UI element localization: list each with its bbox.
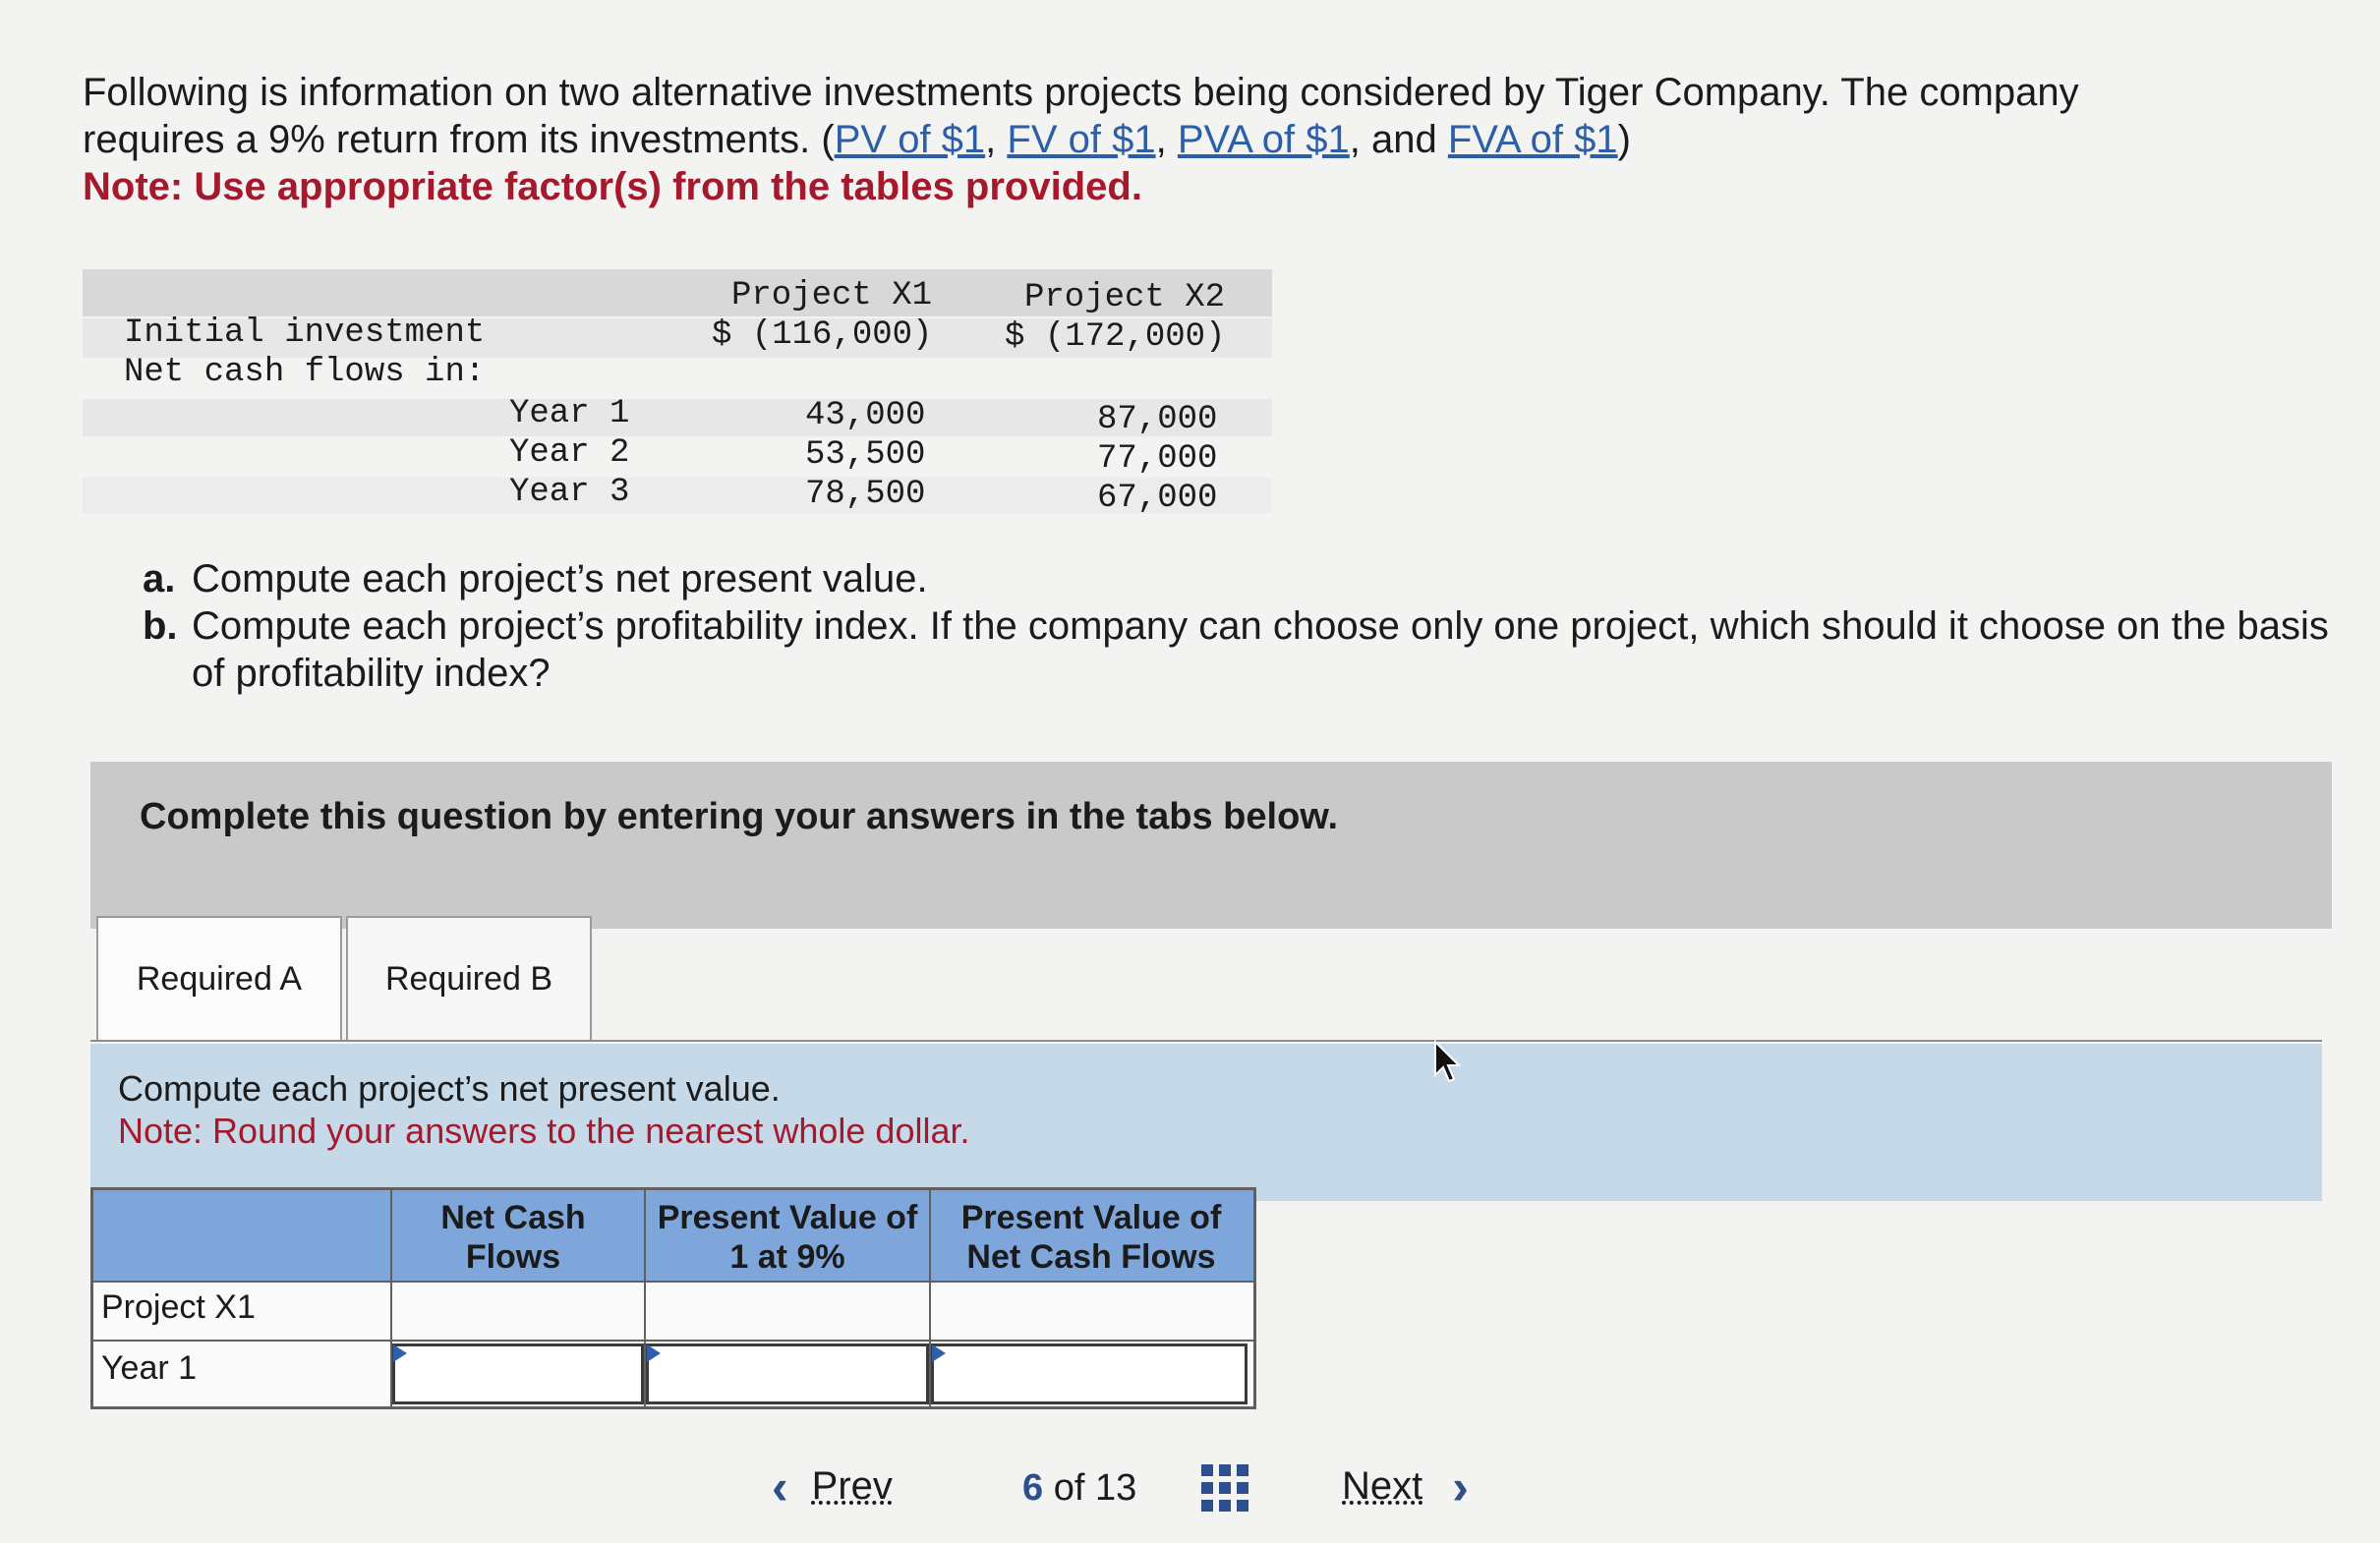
pv-link[interactable]: PV of $1 — [834, 118, 986, 161]
question-b-text: Compute each project’s profitability index. If the company can choose only one project, which should it choose on the basis of profitability index? — [192, 604, 2329, 695]
net-cash-flows-label: Net cash flows in: — [124, 354, 486, 391]
pager-of: of — [1053, 1467, 1085, 1509]
year-label: Year 2 — [509, 434, 630, 472]
net-cash-flows-input[interactable] — [392, 1343, 644, 1404]
data-table-row-band — [83, 478, 1272, 513]
initial-investment-x2: $ (172,000) — [1005, 318, 1226, 356]
next-button[interactable] — [1342, 1458, 1469, 1514]
row-divider — [93, 1340, 1253, 1342]
chevron-left-icon: ‹ — [772, 1458, 788, 1514]
link-separator: , — [985, 118, 1008, 161]
header-net-cash-flows: Net Cash Flows — [440, 1199, 586, 1276]
year-label: Year 1 — [509, 395, 630, 432]
link-separator: , — [1155, 118, 1178, 161]
row-label-project-x1: Project X1 — [101, 1288, 256, 1326]
prev-button[interactable] — [772, 1458, 893, 1514]
prev-label: Prev — [811, 1464, 893, 1508]
mouse-cursor-icon — [1433, 1040, 1463, 1085]
pva-link[interactable]: PVA of $1 — [1177, 118, 1350, 161]
link-separator: , and — [1349, 118, 1448, 161]
instructions-text: Compute each project’s net present value. — [118, 1068, 781, 1109]
question-b — [143, 602, 2354, 697]
data-table-row-band — [83, 399, 1272, 436]
fv-link[interactable]: FV of $1 — [1007, 118, 1156, 161]
problem-intro — [83, 69, 2294, 210]
cash-flow-x2: 87,000 — [1097, 401, 1218, 438]
initial-investment-x1: $ (116,000) — [712, 316, 933, 354]
intro-line2-suffix: ) — [1617, 118, 1631, 161]
intro-line2-prefix: requires a 9% return from its investments. ( — [83, 118, 835, 161]
npv-answer-table — [90, 1187, 1256, 1409]
cash-flow-x2: 67,000 — [1097, 480, 1218, 517]
question-list — [143, 555, 2354, 697]
tab-required-a[interactable]: Required A — [96, 916, 342, 1040]
tab-divider — [90, 1040, 2322, 1042]
question-a-text: Compute each project’s net present value. — [192, 557, 928, 600]
intro-line2 — [83, 116, 2294, 163]
intro-note: Note: Use appropriate factor(s) from the tables provided. — [83, 165, 1142, 208]
question-a-letter: a. — [143, 557, 176, 600]
grid-icon[interactable] — [1201, 1464, 1248, 1512]
chevron-right-icon: › — [1452, 1458, 1469, 1514]
question-a — [143, 555, 2354, 602]
cash-flow-x1: 43,000 — [805, 397, 926, 434]
current-question: 6 — [1022, 1467, 1044, 1509]
row-label-year-1: Year 1 — [101, 1349, 198, 1387]
intro-line1: Following is information on two alternative investments projects being considered by Tiger Company. The company — [83, 71, 2079, 114]
instruction-banner — [90, 762, 2332, 929]
tab-required-b[interactable]: Required B — [346, 916, 592, 1040]
cash-flow-x1: 53,500 — [805, 436, 926, 474]
year-label: Year 3 — [509, 474, 630, 511]
next-label: Next — [1342, 1464, 1423, 1508]
col-header-x2: Project X2 — [1024, 279, 1226, 316]
header-pv-net-cash-flows: Present Value of Net Cash Flows — [960, 1199, 1222, 1276]
question-b-letter: b. — [143, 604, 178, 648]
header-pv-factor: Present Value of 1 at 9% — [657, 1199, 918, 1276]
pv-net-cash-flows-input[interactable] — [931, 1343, 1248, 1404]
total-questions: 13 — [1094, 1467, 1137, 1509]
instructions-note: Note: Round your answers to the nearest whole dollar. — [118, 1111, 970, 1151]
question-pager — [1022, 1467, 1136, 1510]
col-header-x1: Project X1 — [731, 277, 933, 314]
initial-investment-label: Initial investment — [124, 314, 486, 352]
row-divider — [93, 1281, 1253, 1283]
cash-flow-x2: 77,000 — [1097, 440, 1218, 478]
cash-flow-x1: 78,500 — [805, 476, 926, 513]
pv-factor-input[interactable] — [646, 1343, 929, 1404]
required-a-instructions — [90, 1044, 2322, 1201]
banner-text: Complete this question by entering your answers in the tabs below. — [140, 796, 1339, 837]
fva-link[interactable]: FVA of $1 — [1447, 118, 1618, 161]
